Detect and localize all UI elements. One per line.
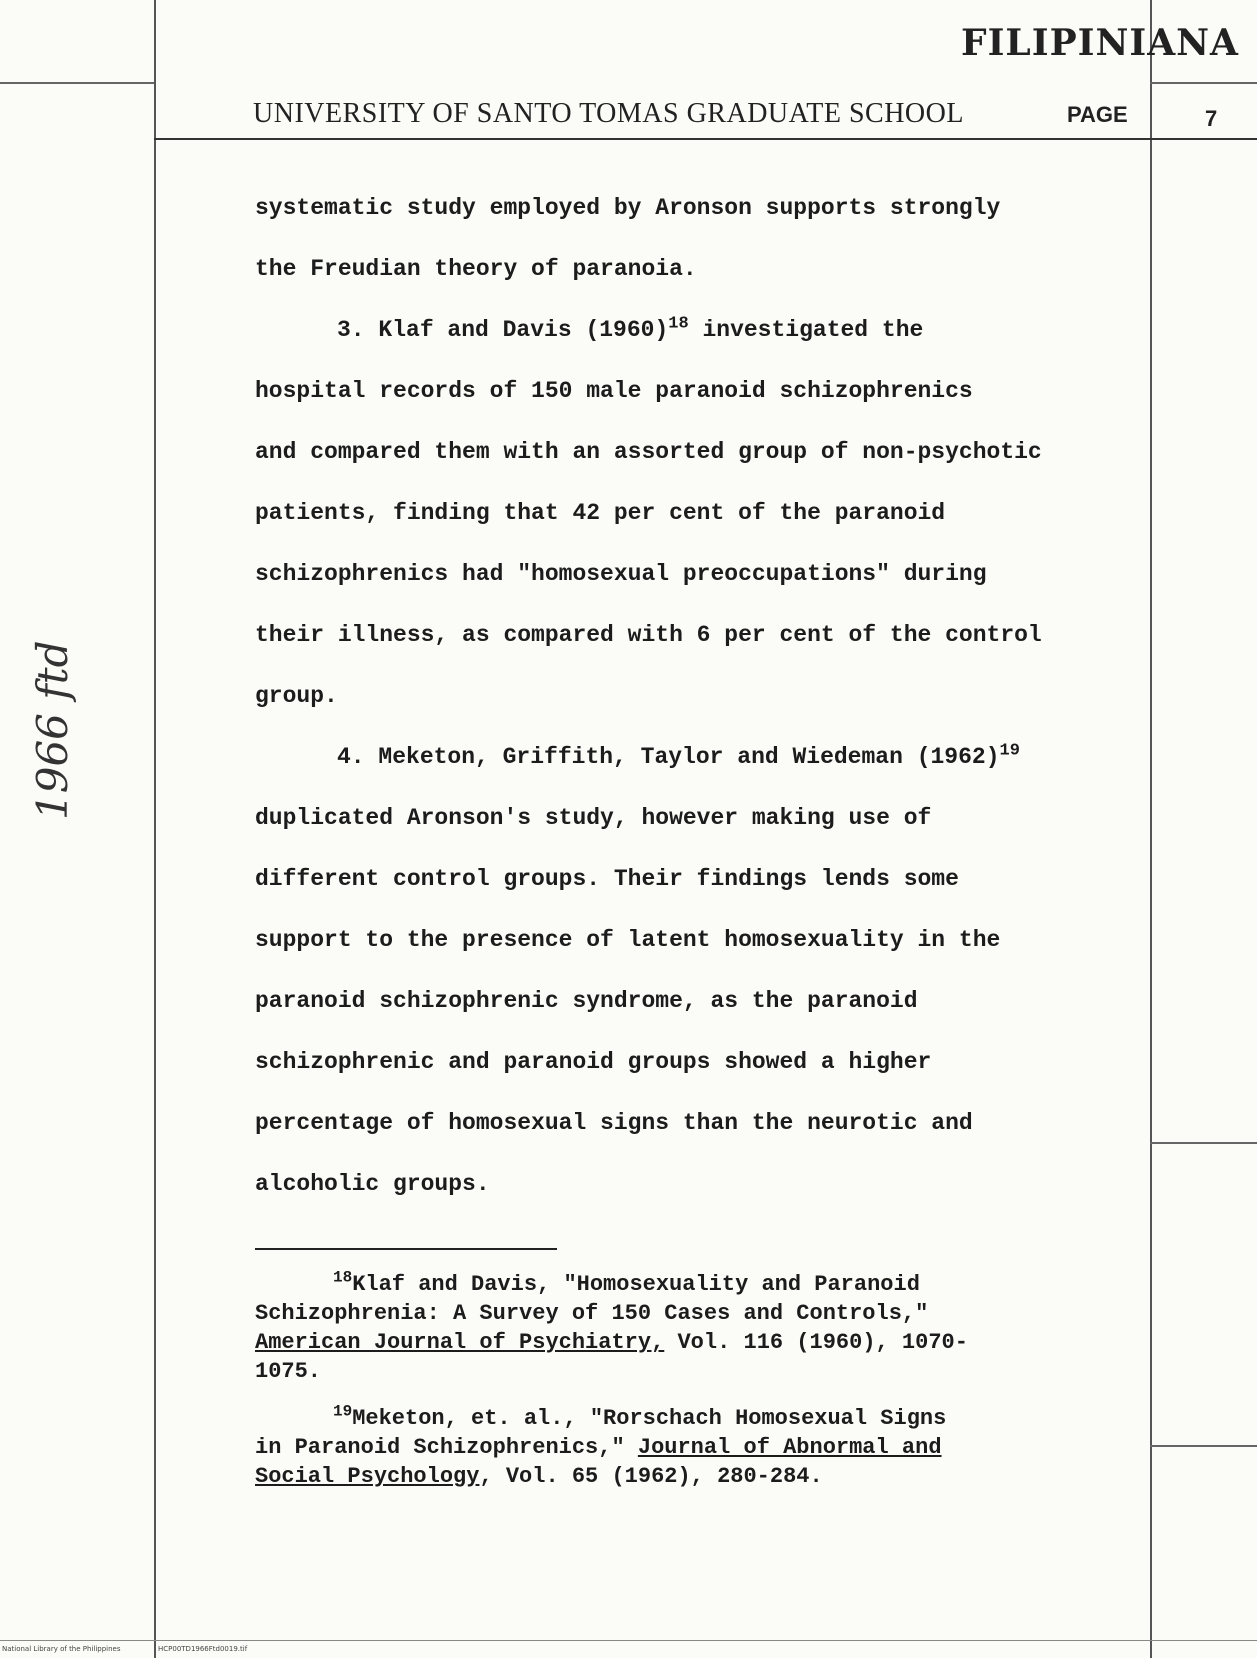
footnote-text: Vol. 116 (1960), 1070-	[664, 1330, 968, 1355]
bottom-rule	[0, 1640, 1257, 1641]
footnote-mark: 18	[333, 1268, 353, 1287]
body-line: their illness, as compared with 6 per cent of the control	[255, 622, 1042, 648]
top-left-rule	[0, 82, 154, 84]
filipiniana-stamp: FILIPINIANA	[961, 22, 1239, 64]
top-right-rule	[1150, 82, 1257, 84]
item-3-heading	[255, 300, 1135, 361]
body-line: alcoholic groups.	[255, 1171, 490, 1197]
right-column-rule-a	[1150, 1142, 1257, 1144]
body-line: support to the presence of latent homosexuality in the	[255, 927, 1001, 953]
footnote-line: Schizophrenia: A Survey of 150 Cases and Controls,"	[255, 1301, 929, 1326]
scan-filename: HCP00TD1966Ftd0019.tif	[158, 1645, 248, 1653]
right-column-rule-b	[1150, 1445, 1257, 1447]
footnote-separator	[255, 1248, 557, 1250]
journal-title: Social Psychology	[255, 1464, 480, 1489]
footnote-line	[255, 1328, 1135, 1357]
footnote-ref-18: 18	[668, 314, 689, 334]
footnote-18	[255, 1270, 1135, 1386]
footnotes	[255, 1270, 1135, 1509]
journal-title: American Journal of Psychiatry,	[255, 1330, 665, 1355]
item-4-text: 4. Meketon, Griffith, Taylor and Wiedeman (1962)	[337, 744, 1000, 770]
body-line: schizophrenics had "homosexual preoccupations" during	[255, 561, 987, 587]
body-text	[255, 178, 1135, 1215]
body-line: systematic study employed by Aronson supports strongly	[255, 195, 1001, 221]
footnote-line	[255, 1270, 1135, 1299]
page-label: PAGE	[1067, 102, 1128, 127]
journal-title: Journal of Abnormal and	[637, 1435, 942, 1460]
footnote-ref-19: 19	[999, 741, 1020, 761]
item-4-heading	[255, 727, 1135, 788]
scan-credit: National Library of the Philippines	[2, 1645, 121, 1653]
footnote-line: 1075.	[255, 1359, 322, 1384]
handwritten-margin-note: 1966 ftd	[28, 640, 77, 820]
body-line: duplicated Aronson's study, however making use of	[255, 805, 932, 831]
body-line: different control groups. Their findings lends some	[255, 866, 959, 892]
left-margin-rule	[154, 0, 156, 1658]
page-number: 7	[1205, 106, 1218, 131]
body-line: group.	[255, 683, 338, 709]
item-3-rest: investigated the	[688, 317, 924, 343]
item-3-text: 3. Klaf and Davis (1960)	[337, 317, 669, 343]
footnote-line	[255, 1404, 1135, 1433]
page-header-title: UNIVERSITY OF SANTO TOMAS GRADUATE SCHOOL	[253, 98, 964, 129]
footnote-line	[255, 1462, 1135, 1491]
body-line: the Freudian theory of paranoia.	[255, 256, 697, 282]
body-line: hospital records of 150 male paranoid schizophrenics	[255, 378, 973, 404]
footnote-text: in Paranoid Schizophrenics,"	[255, 1435, 638, 1460]
footnote-19	[255, 1404, 1135, 1491]
right-margin-rule	[1150, 0, 1152, 1658]
footnote-line	[255, 1433, 1135, 1462]
footnote-text: Meketon, et. al., "Rorschach Homosexual Signs	[352, 1406, 947, 1431]
body-line: patients, finding that 42 per cent of the paranoid	[255, 500, 946, 526]
footnote-text: Klaf and Davis, "Homosexuality and Paranoid	[352, 1272, 920, 1297]
footnote-mark: 19	[333, 1402, 353, 1421]
header-rule	[154, 138, 1257, 140]
body-line: and compared them with an assorted group of non-psychotic	[255, 439, 1042, 465]
footnote-text: , Vol. 65 (1962), 280-284.	[479, 1464, 823, 1489]
body-line: schizophrenic and paranoid groups showed a higher	[255, 1049, 932, 1075]
body-line: percentage of homosexual signs than the neurotic and	[255, 1110, 973, 1136]
body-line: paranoid schizophrenic syndrome, as the paranoid	[255, 988, 918, 1014]
